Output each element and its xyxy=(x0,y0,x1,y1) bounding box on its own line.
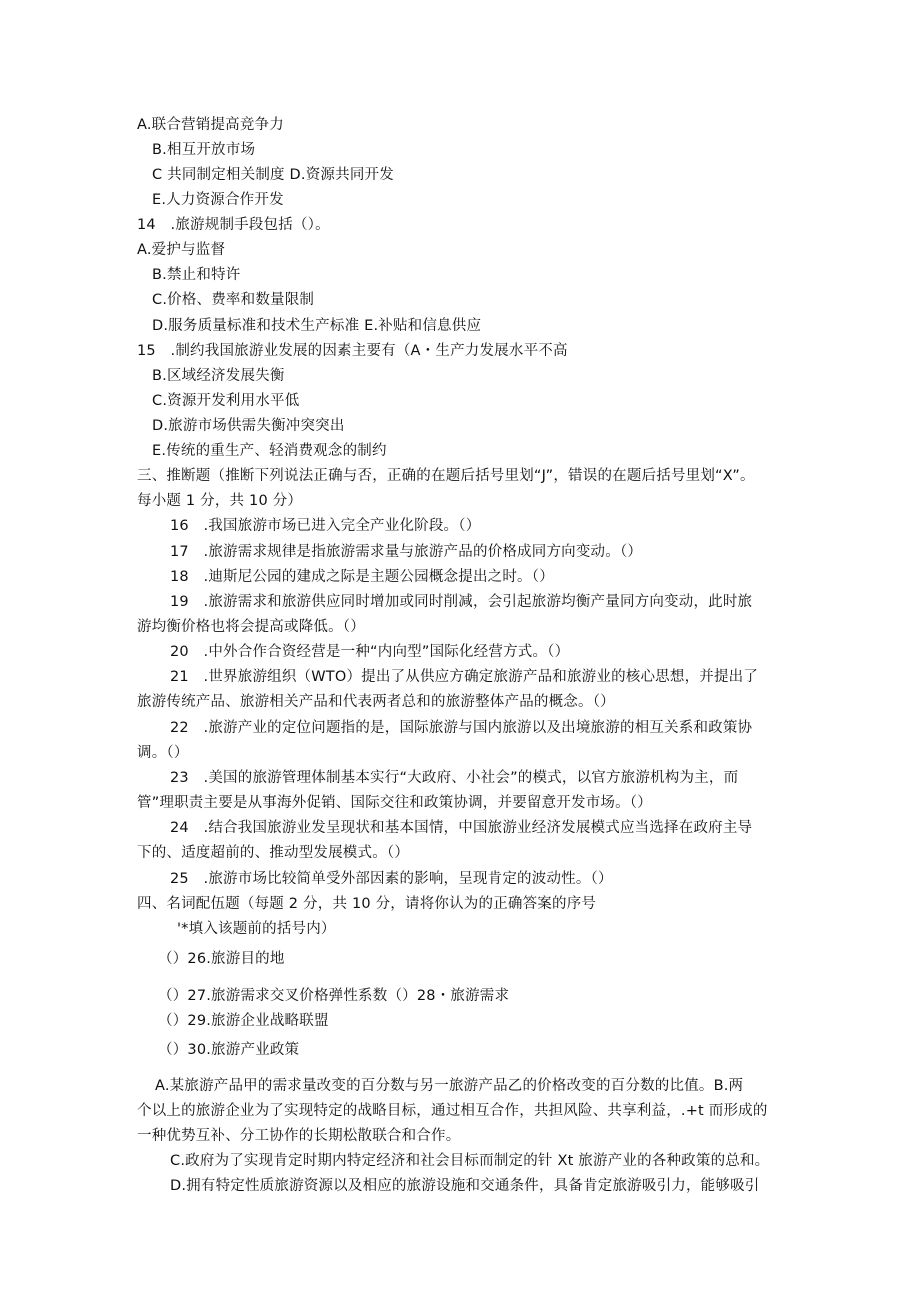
q26: （）26.旅游目的地 xyxy=(158,951,285,967)
section4-heading-instruction: '*填入该题前的括号内） xyxy=(177,921,336,937)
q15-stem: 15 .制约我国旅游业发展的因素主要有（A・生产力发展水平不高 xyxy=(137,343,568,359)
section3-heading-score: 每小题 1 分，共 10 分） xyxy=(137,493,303,509)
section3-heading: 三、推断题（推断下列说法正确与否，正确的在题后括号里划“J”，错误的在题后括号里划“X”。 xyxy=(137,468,755,484)
q21-line1: 21 .世界旅游组织（WTO）提出了从供应方确定旅游产品和旅游业的核心思想，并提出了 xyxy=(170,669,759,685)
answer-a-line2: 个以上的旅游企业为了实现特定的战略目标，通过相互合作，共担风险、共享利益，.+t 而形成的 xyxy=(137,1103,768,1119)
q29: （）29.旅游企业战略联盟 xyxy=(158,1013,329,1029)
answer-a-line3: 一种优势互补、分工协作的长期松散联合和合作。 xyxy=(137,1128,461,1144)
q13-option-cd: C 共同制定相关制度 D.资源共同开发 xyxy=(152,167,394,183)
q14-stem: 14 .旅游规制手段包括（）。 xyxy=(137,217,330,233)
q13-option-e: E.人力资源合作开发 xyxy=(152,192,284,208)
q24-line2: 下的、适度超前的、推动型发展模式。（） xyxy=(137,845,410,861)
q15-option-d: D.旅游市场供需失衡冲突突出 xyxy=(152,418,345,434)
q14-option-a: A.爱护与监督 xyxy=(137,242,226,258)
q15-option-e: E.传统的重生产、轻消费观念的制约 xyxy=(152,443,387,459)
q24-line1: 24 .结合我国旅游业发呈现状和基本国情，中国旅游业经济发展模式应当选择在政府主导 xyxy=(170,820,753,836)
answer-c: C.政府为了实现肯定时期内特定经济和社会目标而制定的针 Xt 旅游产业的各种政策的总和。 xyxy=(170,1153,770,1169)
section4-heading: 四、名词配伍题（每题 2 分，共 10 分，请将你认为的正确答案的序号 xyxy=(137,896,597,912)
q22-line1: 22 .旅游产业的定位问题指的是，国际旅游与国内旅游以及出境旅游的相互关系和政策协 xyxy=(170,720,753,736)
q14-option-b: B.禁止和特许 xyxy=(152,267,241,283)
q16: 16 .我国旅游市场已进入完全产业化阶段。（） xyxy=(170,518,481,534)
q25: 25 .旅游市场比较简单受外部因素的影响，呈现肯定的波动性。（） xyxy=(170,871,613,887)
q19-line1: 19 .旅游需求和旅游供应同时增加或同时削减，会引起旅游均衡产量同方向变动，此时旅 xyxy=(170,594,753,610)
q27-q28: （）27.旅游需求交叉价格弹性系数（）28・旅游需求 xyxy=(158,988,510,1004)
q13-option-b: B.相互开放市场 xyxy=(152,142,256,158)
q23-line1: 23 .美国的旅游管理体制基本实行“大政府、小社会”的模式，以官方旅游机构为主，而 xyxy=(170,770,739,786)
q15-option-c: C.资源开发利用水平低 xyxy=(152,393,300,409)
q18: 18 .迪斯尼公园的建成之际是主题公园概念提出之时。（） xyxy=(170,569,554,585)
q30: （）30.旅游产业政策 xyxy=(158,1042,300,1058)
q19-line2: 游均衡价格也将会提高或降低。（） xyxy=(137,619,365,635)
q21-line2: 旅游传统产品、旅游相关产品和代表两者总和的旅游整体产品的概念。（） xyxy=(137,694,615,710)
q15-option-b: B.区域经济发展失衡 xyxy=(152,368,285,384)
q22-line2: 调。（） xyxy=(137,745,189,761)
q20: 20 .中外合作合资经营是一种“内向型”国际化经营方式。（） xyxy=(170,644,570,660)
q14-option-c: C.价格、费率和数量限制 xyxy=(152,292,315,308)
q14-option-de: D.服务质量标准和技术生产标准 E.补贴和信息供应 xyxy=(152,318,482,334)
answer-a-line1: A.某旅游产品甲的需求量改变的百分数与另一旅游产品乙的价格改变的百分数的比值。B.两 xyxy=(155,1078,744,1094)
q13-option-a: A.联合营销提高竞争力 xyxy=(137,117,284,133)
q17: 17 .旅游需求规律是指旅游需求量与旅游产品的价格成同方向变动。（） xyxy=(170,544,643,560)
q23-line2: 管”理职责主要是从事海外促销、国际交往和政策协调，并要留意开发市场。（） xyxy=(137,795,652,811)
answer-d: D.拥有特定性质旅游资源以及相应的旅游设施和交通条件，具备肯定旅游吸引力，能够吸引 xyxy=(170,1178,760,1194)
